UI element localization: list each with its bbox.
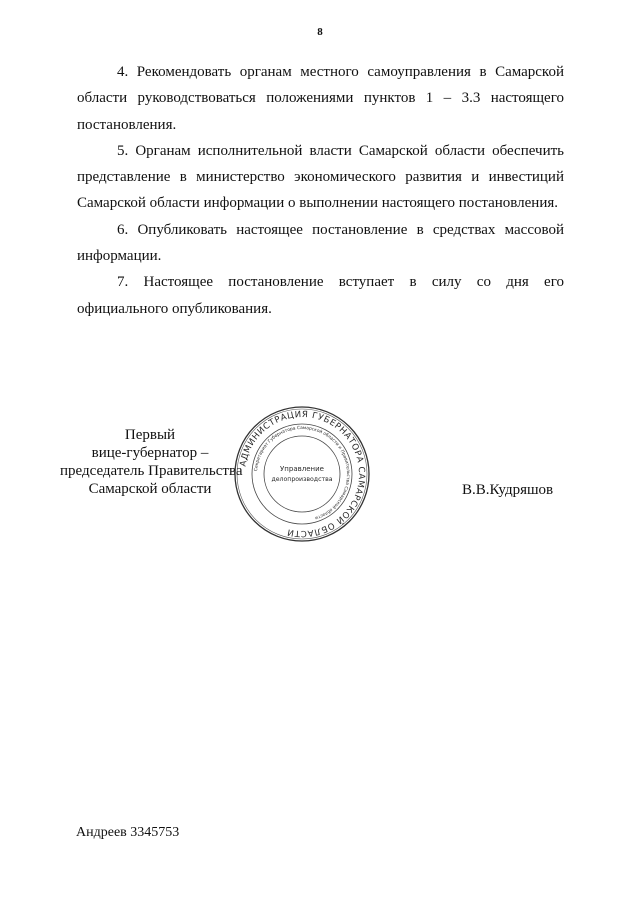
document-body <box>77 59 564 322</box>
executor-info: Андреев 3345753 <box>76 825 180 840</box>
paragraph-5: 5. Органам исполнительной власти Самарской области обеспечить представление в министерство экономического развития и инвестиций Самарской области информации о выполнении настоящего постановления. <box>77 142 564 212</box>
seal-outer-text: АДМИНИСТРАЦИЯ ГУБЕРНАТОРА САМАРСКОЙ ОБЛАСТИ <box>238 409 367 539</box>
seal-inner-text: Секретариат Губернатора Самарской области и Правительства Самарской области <box>254 425 351 521</box>
signatory-title-line: Первый <box>124 427 176 443</box>
signatory-title-line: председатель Правительства <box>60 463 243 479</box>
paragraph-7: 7. Настоящее постановление вступает в силу со дня его официального опубликования. <box>77 274 564 317</box>
paragraph-4: 4. Рекомендовать органам местного самоуправления в Самарской области руководствоваться положениями пунктов 1 – 3.3 настоящего постановления. <box>77 64 564 133</box>
seal-inner-ring <box>264 436 340 512</box>
signatory-title-line: вице-губернатор – <box>91 445 209 461</box>
seal-center-line2: делопроизводства <box>271 476 333 483</box>
signatory-title-line: Самарской области <box>88 481 212 497</box>
signatory-name: В.В.Кудряшов <box>462 482 554 498</box>
seal-middle-ring <box>252 424 352 524</box>
paragraph-6: 6. Опубликовать настоящее постановление в средствах массовой информации. <box>77 221 564 265</box>
page-number: 8 <box>317 26 323 38</box>
official-seal <box>232 404 372 544</box>
signatory-title <box>60 426 243 498</box>
seal-center-line1: Управление <box>280 465 324 473</box>
